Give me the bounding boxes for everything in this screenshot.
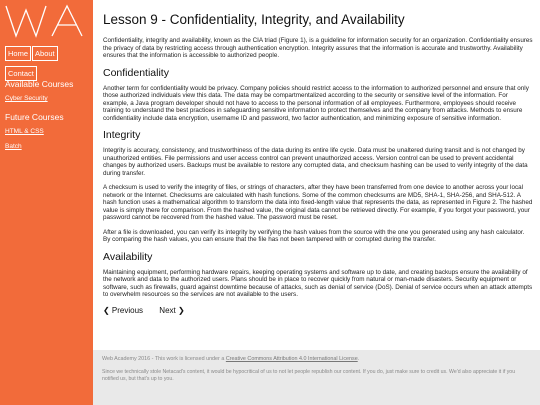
course-menu: [5, 79, 91, 158]
next-button[interactable]: Next ❯: [159, 305, 185, 315]
republish-note: Since we technically stole Netacad's content, it would be hypocritical of us to not let people republish our content. If you do, just make sure to credit us. We'd also appreciate it if you notified us, but that's up to you.: [102, 369, 516, 382]
integrity-heading: Integrity: [103, 129, 141, 141]
sidebar: [0, 0, 93, 405]
pager: [103, 306, 533, 315]
sidebar-link-cyber-security[interactable]: Cyber Security: [5, 95, 48, 102]
sidebar-link-html-css[interactable]: HTML & CSS: [5, 128, 44, 135]
main-content: [103, 0, 533, 315]
intro-paragraph: Confidentiality, integrity and availability, known as the CIA triad (Figure 1), is a guideline for information security for an organization. Confidentiality ensures the privacy of data by restricting access through authentication encryption. Integrity assures that the information is accurate and trustworthy. Availability ensures that the information is accessible to authorized people.: [103, 37, 533, 59]
availability-heading: Availability: [103, 250, 153, 263]
footer: [93, 350, 540, 405]
confidentiality-heading: Confidentiality: [103, 66, 169, 79]
license-prefix: Web Academy 2016 - This work is licensed under a: [102, 356, 226, 362]
page-title: Lesson 9 - Confidentiality, Integrity, and Availability: [103, 12, 405, 27]
contact-button[interactable]: Contact: [5, 66, 37, 81]
confidentiality-paragraph: Another term for confidentiality would be privacy. Company policies should restrict access to the information to authorized personnel and ensure that only those authorized individuals view this data. The data may be compartmentalized according to the security or sensitive level of the information. For example, a Java program developer should not have to access to the personal information of all employees. Furthermore, employees should receive training to understand the best practices in safeguarding sensitive information to protect themselves and the company from attacks. Methods to ensure confidentiality include data encryption, username ID and password, two factor authentication, and minimizing exposure of sensitive information.: [103, 84, 529, 122]
top-nav: [5, 43, 91, 83]
home-button[interactable]: Home: [5, 46, 31, 61]
license-line: [102, 356, 540, 362]
web-academy-logo[interactable]: [4, 2, 90, 40]
available-courses-heading: Available Courses: [5, 79, 74, 89]
integrity-paragraph-1: Integrity is accuracy, consistency, and trustworthiness of the data during its entire life cycle. Data must be unaltered during transit and is not changed by unauthorized entities. File permissions and user access control can prevent unauthorized access. Version control can be used to prevent accidental changes by authorized users. Backups must be available to restore any corrupted data, and checksum hashing can be used to verify integrity of the data during transfer.: [103, 147, 528, 177]
availability-paragraph: Maintaining equipment, performing hardware repairs, keeping operating systems and software up to date, and creating backups ensure the availability of the network and data to the authorized users. Plans should be in place to recover quickly from natural or man-made disasters. Security equipment or software, such as firewalls, guard against downtime because of attacks, such as denial of service (DoS). Denial of service occurs when an attack attempts to overwhelm resources so the services are not available to the users.: [103, 268, 533, 298]
integrity-paragraph-3: After a file is downloaded, you can verify its integrity by verifying the hash values from the source with the one you generated using any hash calculator. By comparing the hash values, you can ensure that the file has not been tampered with or corrupted during the transfer.: [103, 228, 525, 243]
integrity-paragraph-2: A checksum is used to verify the integrity of files, or strings of characters, after they have been transferred from one device to another across your local network or the Internet. Checksums are calculated with hash functions. Some of the common checksums are MD5, SHA-1, SHA-256, and SHA-512. A hash function uses a mathematical algorithm to transform the data into fixed-length value that represents the data, as represented in Figure 2. The hashed value is simply there for comparison. From the hashed value, the original data cannot be retrieved directly. For example, if you forgot your password, your password cannot be recovered from the hashed value. The password must be reset.: [103, 184, 533, 221]
license-link[interactable]: Creative Commons Attribution 4.0 International License: [225, 356, 358, 362]
sidebar-link-batch[interactable]: Batch: [5, 143, 22, 150]
about-button[interactable]: About: [32, 46, 58, 61]
previous-button[interactable]: ❮ Previous: [103, 305, 144, 315]
license-suffix: .: [357, 356, 360, 362]
future-courses-heading: Future Courses: [5, 112, 64, 122]
